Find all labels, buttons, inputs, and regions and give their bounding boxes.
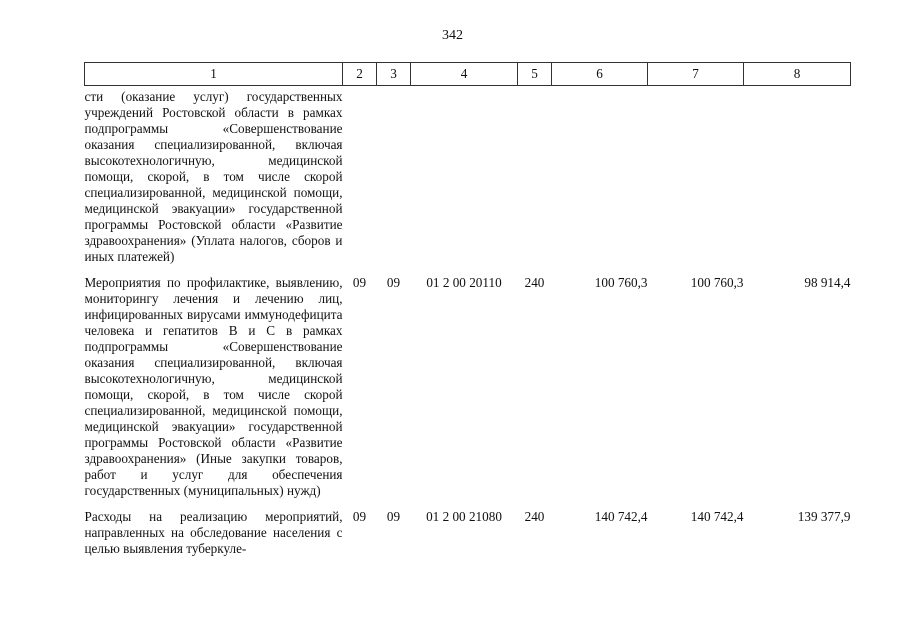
column-header: 1: [85, 63, 343, 86]
target-article-cell: [411, 86, 518, 276]
column-header: 6: [552, 63, 648, 86]
row-description-text: сти (оказание услуг) государственных учреждений Ростовской области в рамках подпрограммы «Совершенствование оказания специализированной, включая высокотехнологичную, медицинской помощи, скорой, в том числе скорой специализированной, медицинской помощи, медицинской эвакуации» государственной программы Ростовской области «Развитие здравоохранения» (Уплата налогов, сборов и иных платежей): [84, 89, 343, 264]
subsection-cell: 09: [386, 509, 401, 524]
section-cell: 09: [352, 509, 367, 524]
expense-type-cell: [518, 86, 552, 276]
row-description: [85, 86, 343, 276]
subsection-cell: [377, 86, 411, 276]
amount-cell: 100 760,3: [594, 275, 648, 290]
table-row: [85, 509, 851, 557]
amount-cell: 139 377,9: [797, 509, 851, 524]
target-article-cell: 01 2 00 21080: [426, 509, 502, 524]
row-description: [85, 275, 343, 509]
expense-type-cell: 240: [524, 509, 545, 524]
column-header: 5: [518, 63, 552, 86]
subsection-cell: 09: [386, 275, 401, 290]
amount-cell: 98 914,4: [804, 275, 851, 290]
amount-cell: [648, 86, 744, 276]
column-header: 2: [343, 63, 377, 86]
section-cell: 09: [352, 275, 367, 290]
amount-cell: 140 742,4: [690, 509, 744, 524]
column-header: 4: [411, 63, 518, 86]
section-cell: [343, 86, 377, 276]
page-number: 342: [442, 28, 463, 43]
amount-cell: 100 760,3: [690, 275, 744, 290]
expense-type-cell: 240: [524, 275, 545, 290]
column-header: 8: [744, 63, 851, 86]
table-row: [85, 275, 851, 509]
amount-cell: [744, 86, 851, 276]
target-article-cell: 01 2 00 20110: [426, 275, 502, 290]
column-header: 3: [377, 63, 411, 86]
table-header-row: [85, 63, 851, 86]
row-description-text: Мероприятия по профилактике, выявлению, мониторингу лечения и лечению лиц, инфицированных вирусами иммунодефицита человека и гепатитов B и C в рамках подпрограммы «Совершенствование оказания специализированной, включая высокотехнологичную, медицинской помощи, скорой, в том числе скорой специализированной, медицинской помощи, медицинской эвакуации» государственной программы Ростовской области «Развитие здравоохранения» (Иные закупки товаров, работ и услуг для обеспечения государственных (муниципальных) нужд): [84, 275, 343, 498]
table-row: [85, 86, 851, 276]
row-description-text: Расходы на реализацию мероприятий, направленных на обследование населения с целью выявления туберкуле-: [84, 509, 343, 556]
column-header: 7: [648, 63, 744, 86]
row-description: [85, 509, 343, 557]
budget-table: [84, 62, 851, 557]
amount-cell: 140 742,4: [594, 509, 648, 524]
amount-cell: [552, 86, 648, 276]
